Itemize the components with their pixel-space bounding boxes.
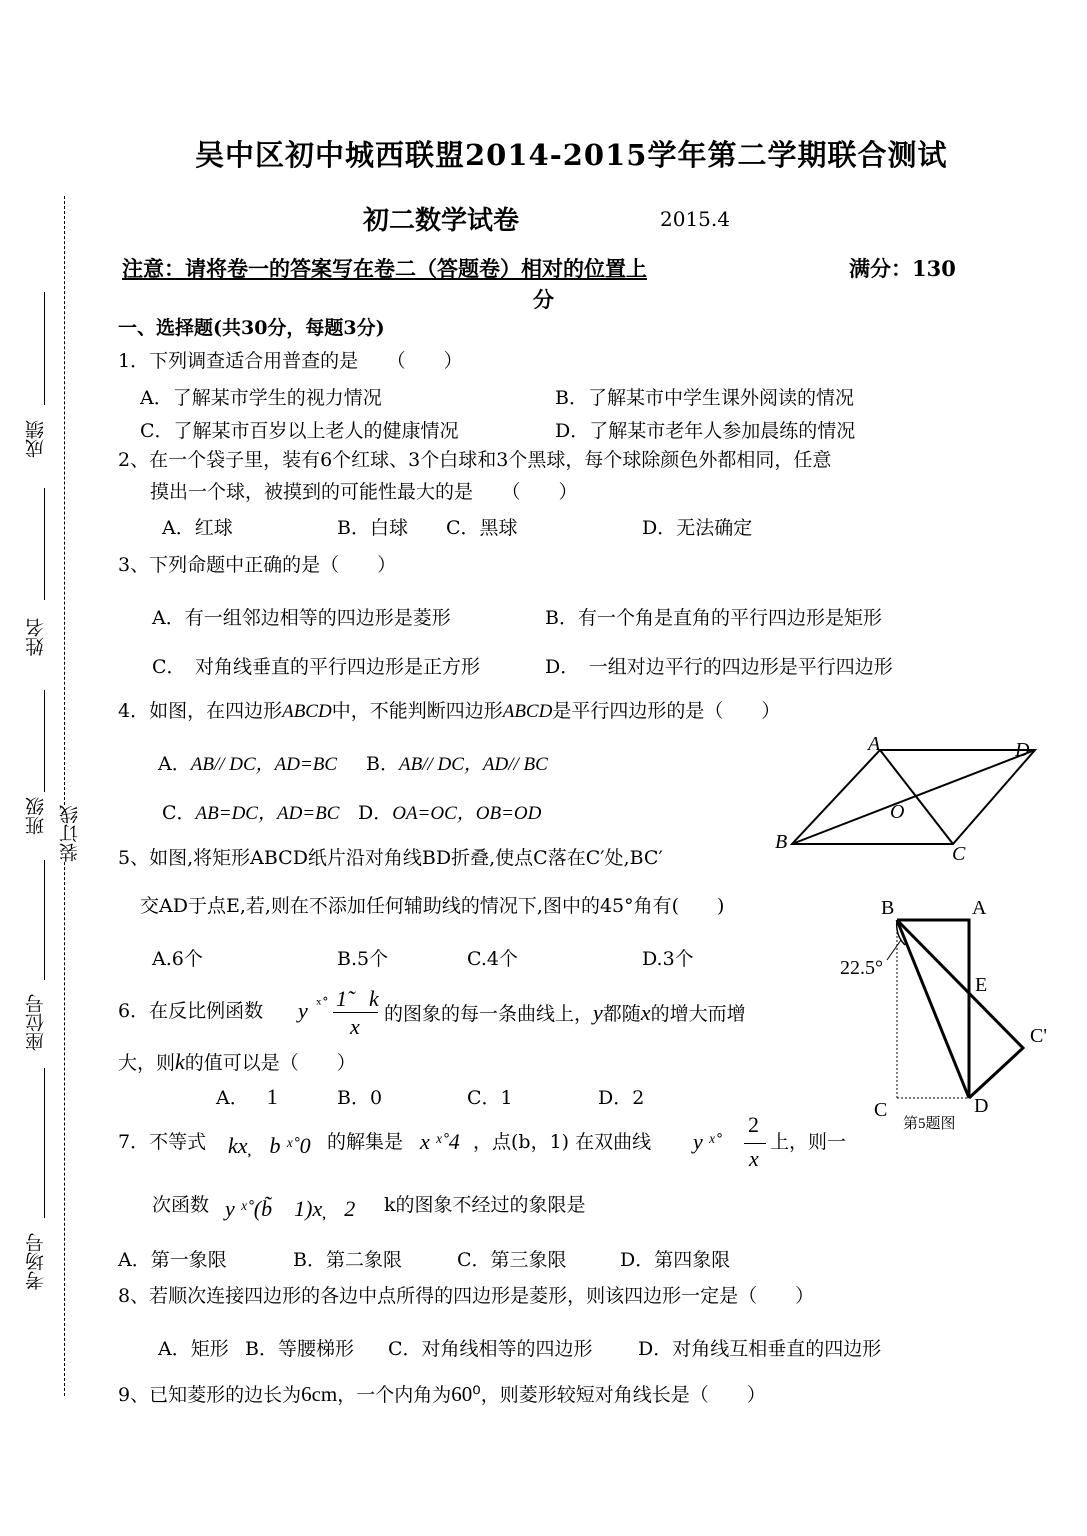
grade-label: 成绩 [25,420,47,458]
q9-stem: 9、已知菱形的边长为6cm，一个内角为60⁰，则菱形较短对角线长是（ ） [118,1382,766,1406]
q7-mid2: ，点(b，1) 在双曲线 [473,1131,652,1153]
q2-line1: 2、在一个袋子里，装有6个红球、3个白球和3个黑球，每个球除颜色外都相同，任意 [118,449,832,471]
seat-line [44,860,45,980]
q3-option-b: B．有一个角是直角的平行四边形是矩形 [545,607,882,629]
q3-option-c: C． 对角线垂直的平行四边形是正方形 [152,656,481,678]
q6-pre: 6．在反比例函数 [118,1000,264,1022]
q3-stem: 3、下列命题中正确的是（ ） [118,554,397,576]
label-c: C [874,1099,888,1121]
q2-option-d: D．无法确定 [642,517,753,539]
q7-pre: 7．不等式 [118,1131,207,1153]
q6-numerator: 1̃ k [336,986,379,1011]
q1-option-b: B．了解某市中学生课外阅读的情况 [555,387,854,409]
q8-stem: 8、若顺次连接四边形的各边中点所得的四边形是菱形，则该四边形一定是（ ） [118,1285,815,1307]
q5-option-d: D.3个 [642,948,694,970]
q7-line2-post: k的图象不经过的象限是 [384,1194,586,1216]
q4-figure [770,730,1040,865]
q1-option-c: C．了解某市百岁以上老人的健康情况 [140,420,459,442]
q6-option-b: B．0 [337,1087,383,1109]
q5-line2: 交AD于点E,若,则在不添加任何辅助线的情况下,图中的45°角有( ) [140,895,725,917]
q7-inequality: kx̦ b ˣ˚0 [228,1133,311,1158]
binding-label: 装订线 [56,805,83,862]
grade-line [44,292,45,405]
full-score: 满分：130 [849,256,956,281]
q5-option-c: C.4个 [467,948,518,970]
q7-solution: x ˣ˚4 [420,1129,460,1154]
q8-option-b: B．等腰梯形 [245,1338,354,1360]
q7-denominator: x [749,1146,759,1171]
diagonal-bd [897,920,969,1098]
q1-option-d: D．了解某市老年人参加晨练的情况 [555,420,856,442]
binding-dashed-line [64,196,65,1396]
label-d: D [1015,739,1030,761]
page-subtitle: 初二数学试卷 [363,206,520,236]
q6-option-a: A． 1 [216,1084,278,1109]
name-line [44,488,45,600]
q7-option-a: A．第一象限 [118,1249,227,1271]
section-heading: 一、选择题(共30分，每题3分) [118,317,385,339]
q5-option-b: B.5个 [337,948,389,970]
label-e: E [975,974,988,996]
q2-option-c: C．黑球 [446,517,518,539]
q7-mid: 的解集是 [327,1131,404,1153]
q2-option-b: B．白球 [337,517,408,539]
q1-stem: 1．下列调查适合用普查的是 （ ） [118,350,463,372]
q6-option-c: C．1 [467,1087,513,1109]
page-title: 吴中区初中城西联盟2014-2015学年第二学期联合测试 [195,138,948,172]
q7-line2-pre: 次函数 [152,1194,210,1216]
q6-option-d: D．2 [598,1087,645,1109]
q5-line1: 5、如图,将矩形ABCD纸片沿对角线BD折叠,使点C落在C′处,BC′ [118,847,663,869]
name-label: 姓名 [25,618,47,656]
full-score-unit: 分 [533,287,554,312]
q8-option-c: C．对角线相等的四边形 [388,1338,593,1360]
figure-caption: 第5题图 [903,1116,956,1132]
q7-option-c: C．第三象限 [457,1249,567,1271]
label-a: A [868,733,881,755]
angle-label: 22.5° [840,957,883,979]
q7-numerator: 2 [748,1112,759,1137]
q4-option-d: D．OA=OC，OB=OD [358,802,542,824]
class-label: 班级 [25,797,47,835]
q4-option-b: B．AB// DC，AD// BC [366,753,548,775]
folded-triangle [897,920,1023,1098]
q4-option-a: A．AB// DC，AD=BC [158,753,338,775]
label-c: C [952,843,966,865]
q3-option-d: D． 一组对边平行的四边形是平行四边形 [545,656,893,678]
label-b: B [881,897,895,919]
label-c-prime: C' [1030,1025,1047,1047]
q6-y: y [298,998,308,1023]
exam-room-label: 考场号 [25,1233,47,1290]
q7-post: 上，则一 [770,1131,847,1153]
q7-hyperbola-y: y ˣ˚ [693,1129,722,1154]
notice: 注意：请将卷一的答案写在卷二（答题卷）相对的位置上 [122,256,647,281]
class-line [44,690,45,792]
q8-option-a: A．矩形 [158,1338,229,1360]
q7-option-d: D．第四象限 [620,1249,731,1271]
q6-fraction-bar [333,1012,378,1013]
diagonal-ac [880,750,953,844]
q5-figure [835,890,1055,1140]
q4-stem: 4．如图，在四边形ABCD中，不能判断四边形ABCD是平行四边形的是（ ） [118,700,781,722]
exam-date: 2015.4 [660,207,730,231]
q6-mid: 的图象的每一条曲线上，y都随x的增大而增 [384,1000,746,1025]
q6-denominator: x [350,1014,360,1039]
exam-room-line [44,1068,45,1218]
q7-fraction-bar [744,1143,766,1144]
q8-option-d: D．对角线互相垂直的四边形 [638,1338,882,1360]
label-b: B [775,831,788,853]
q2-line2: 摸出一个球，被摸到的可能性最大的是 （ ） [150,481,578,503]
q1-option-a: A．了解某市学生的视力情况 [140,387,382,409]
label-a: A [972,897,987,919]
q2-option-a: A．红球 [162,517,233,539]
q4-option-c: C．AB=DC，AD=BC [162,802,340,824]
diagonal-bd [792,750,1035,844]
q6-line2: 大，则k的值可以是（ ） [118,1049,356,1074]
q7-option-b: B．第二象限 [293,1249,402,1271]
q7-linear-function: y ˣ˚(b̃ 1)x̦ 2 [225,1196,356,1221]
label-d: D [974,1095,989,1117]
q3-option-a: A．有一组邻边相等的四边形是菱形 [152,607,451,629]
q6-eq-symbol: ˣ˚ [316,997,329,1013]
seat-label: 座位号 [25,994,47,1051]
angle-pointer [887,940,901,960]
label-o: O [890,801,905,823]
q5-option-a: A.6个 [152,948,203,970]
